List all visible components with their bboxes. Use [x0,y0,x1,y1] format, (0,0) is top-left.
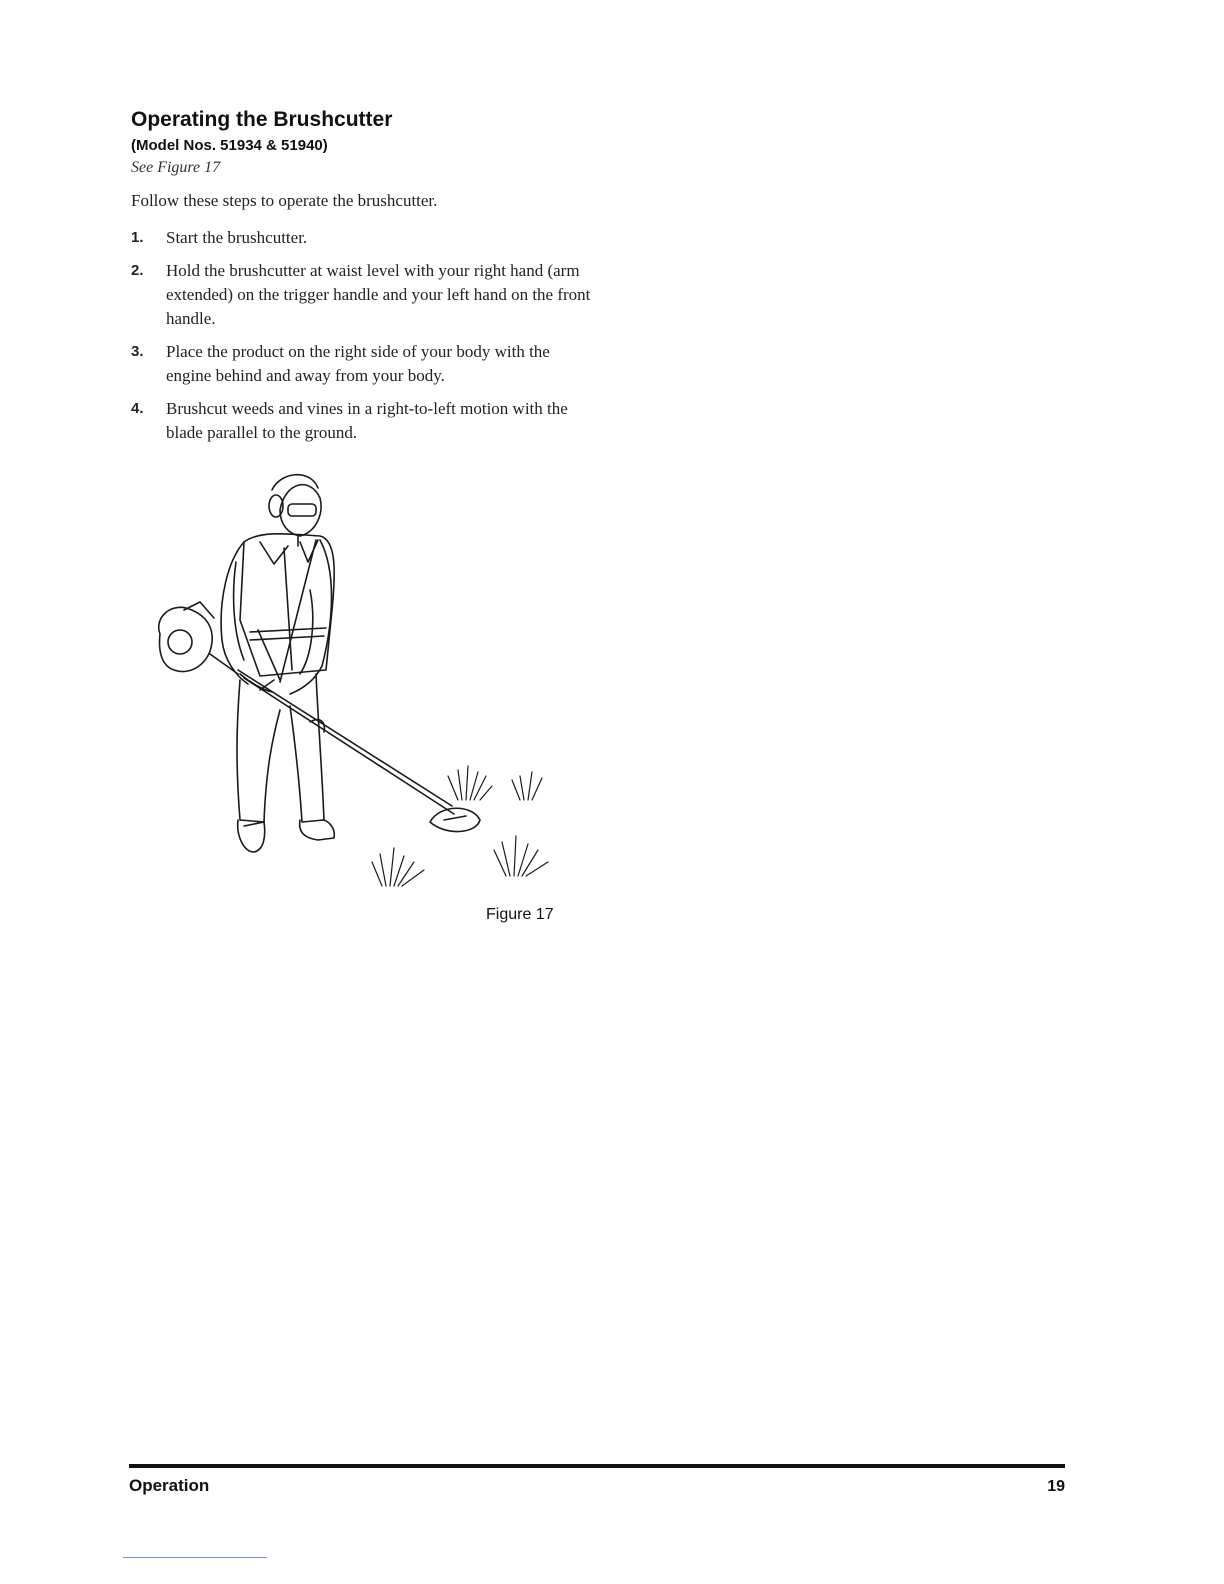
engine-housing [159,602,238,674]
operator-left-arm [221,542,272,692]
steps-list [131,226,591,454]
step-item [131,226,591,250]
step-item [131,397,591,445]
step-text: Hold the brushcutter at waist level with your right hand (arm extended) on the trigger handle and your left hand on the front handle. [166,261,591,328]
step-text: Place the product on the right side of your body with the engine behind and away from your body. [166,342,550,385]
step-number: 1. [131,229,144,246]
intro-text: Follow these steps to operate the brushcutter. [131,191,438,210]
step-text: Start the brushcutter. [166,228,308,247]
figure-caption: Figure 17 [486,906,554,923]
step-number: 3. [131,343,144,360]
operator-torso [240,534,334,682]
step-number: 2. [131,262,144,279]
page-number: 19 [1047,1478,1065,1495]
cutting-head [430,808,480,831]
model-numbers: (Model Nos. 51934 & 51940) [131,137,328,154]
brushcutter-operator-illustration [140,470,580,900]
scan-artifact-line [123,1557,267,1558]
section-title: Operating the Brushcutter [131,108,393,131]
step-item [131,259,591,331]
step-text: Brushcut weeds and vines in a right-to-left motion with the blade parallel to the ground. [166,399,568,442]
figure-reference: See Figure 17 [131,159,221,176]
weed-clumps [372,766,548,886]
footer-rule [129,1464,1065,1468]
footer-section-name: Operation [129,1476,210,1495]
step-item [131,340,591,388]
step-number: 4. [131,400,144,417]
harness-belt [250,628,326,632]
